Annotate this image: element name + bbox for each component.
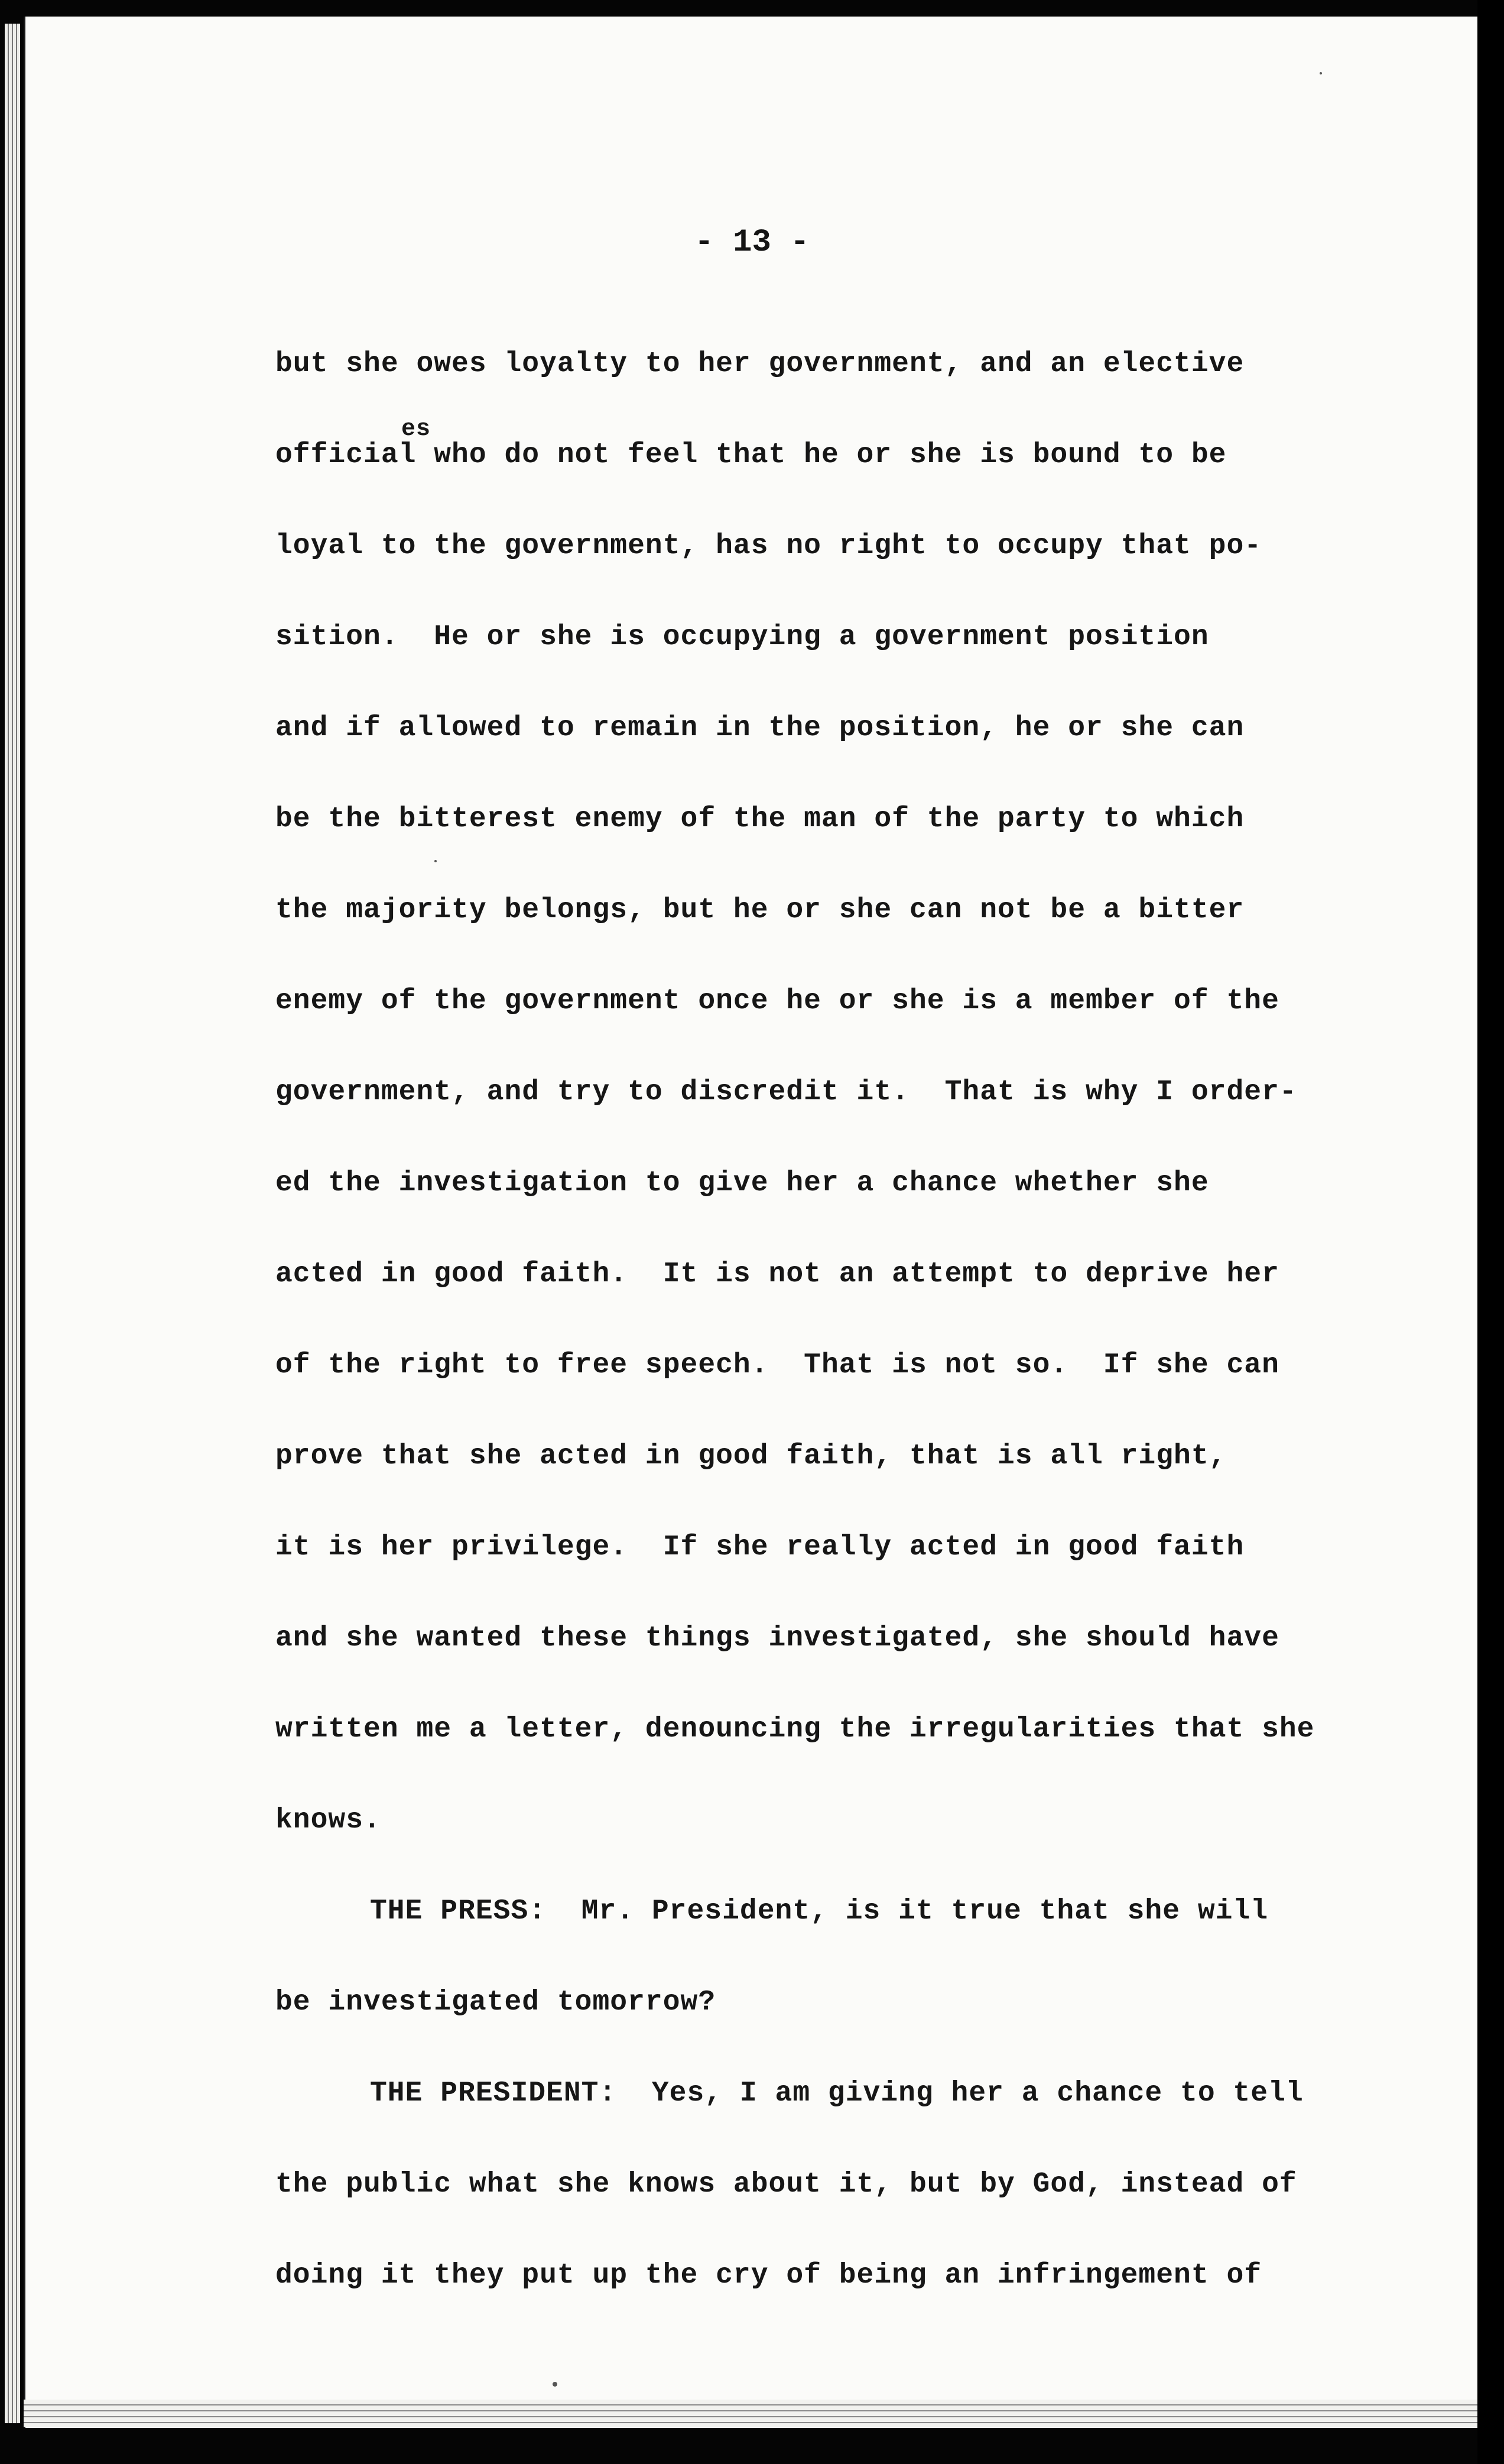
text-line: be investigated tomorrow? (275, 1986, 716, 2018)
speaker-line-president: THE PRESIDENT: Yes, I am giving her a chance to tell (370, 2077, 1304, 2109)
text-line: and if allowed to remain in the position, he or she can (275, 712, 1245, 744)
text-line: of the right to free speech. That is not so. If she can (275, 1349, 1279, 1381)
scan-speck (1320, 72, 1322, 74)
text-line: sition. He or she is occupying a government position (275, 621, 1209, 653)
stacked-sheet-edges-bottom (24, 2400, 1477, 2427)
text-line: official who do not feel that he or she is bound to be (275, 439, 1227, 471)
text-line: loyal to the government, has no right to occupy that po- (275, 530, 1262, 562)
text-line: acted in good faith. It is not an attempt to deprive her (275, 1258, 1279, 1290)
text-line: knows. (275, 1804, 381, 1836)
text-line: ed the investigation to give her a chance whether she (275, 1167, 1209, 1199)
scan-speck (553, 2382, 557, 2387)
scan-speck (434, 860, 437, 862)
text-line: government, and try to discredit it. That is why I order- (275, 1076, 1297, 1108)
text-line: enemy of the government once he or she is a member of the (275, 985, 1279, 1017)
text-line: doing it they put up the cry of being an infringement of (275, 2260, 1262, 2291)
text-line: written me a letter, denouncing the irregularities that she (275, 1713, 1315, 1745)
text-line: the majority belongs, but he or she can not be a bitter (275, 894, 1245, 926)
transcript-body (275, 343, 1351, 2345)
scan-right-border (1477, 0, 1504, 2464)
text-line: be the bitterest enemy of the man of the party to which (275, 803, 1245, 835)
text-line: prove that she acted in good faith, that is all right, (275, 1440, 1227, 1472)
handwritten-correction: es (401, 416, 431, 443)
speaker-line-press: THE PRESS: Mr. President, is it true that she will (370, 1895, 1269, 1927)
text-line: and she wanted these things investigated, she should have (275, 1622, 1279, 1654)
text-line: the public what she knows about it, but by God, instead of (275, 2168, 1297, 2200)
text-line: it is her privilege. If she really acted in good faith (275, 1531, 1245, 1563)
text-line: but she owes loyalty to her government, and an elective (275, 348, 1245, 380)
stacked-sheet-edges-left (5, 24, 20, 2423)
page-number: - 13 - (694, 225, 810, 261)
